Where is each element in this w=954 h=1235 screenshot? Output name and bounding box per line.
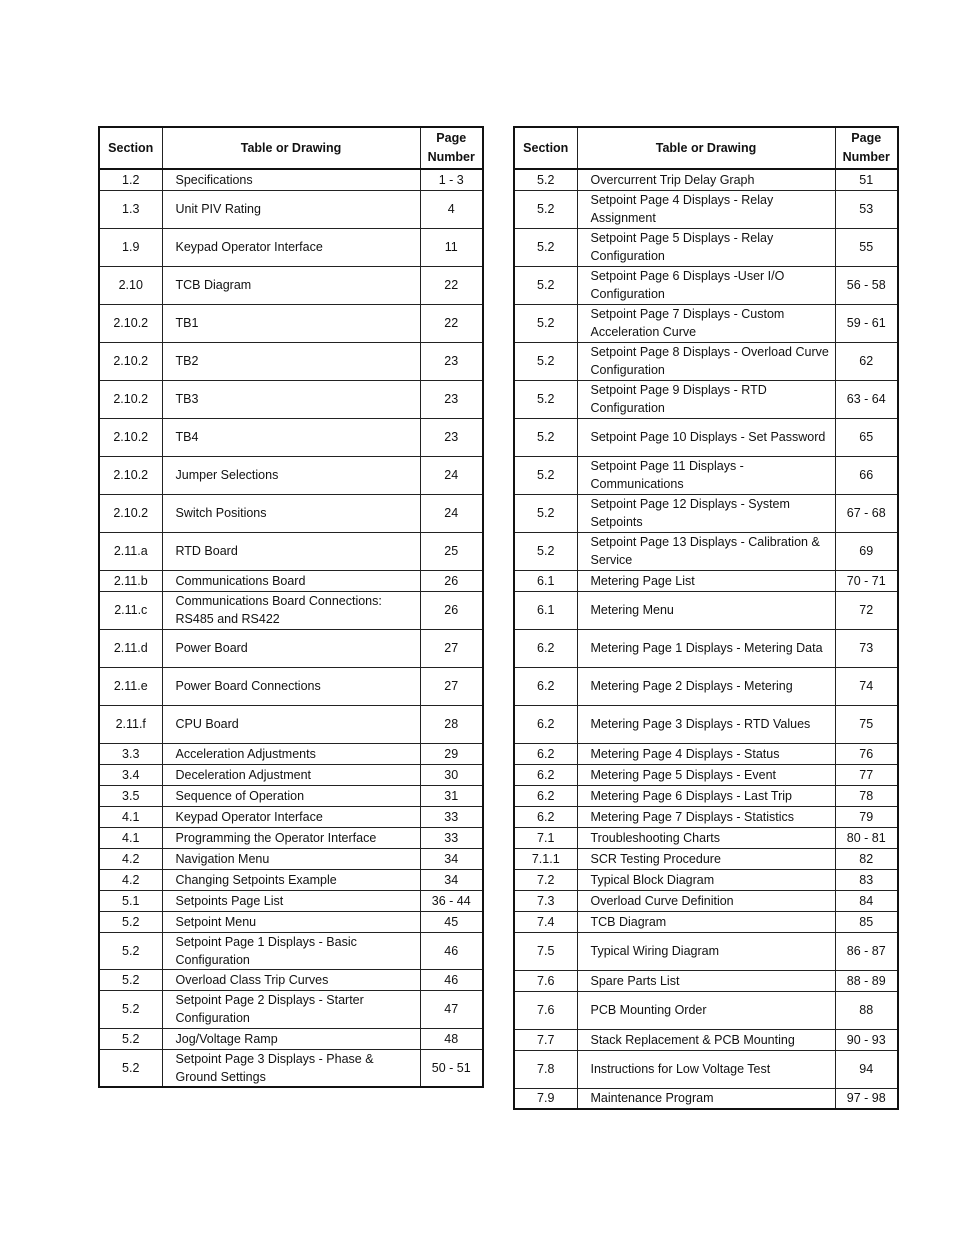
row-page-number: 51 xyxy=(835,169,898,190)
row-page-number: 46 xyxy=(420,932,483,969)
table-row xyxy=(514,532,898,570)
row-section: 7.3 xyxy=(514,890,577,911)
row-title: Keypad Operator Interface xyxy=(162,228,420,266)
row-title: RTD Board xyxy=(162,532,420,570)
table-row xyxy=(99,785,483,806)
row-page-number: 26 xyxy=(420,591,483,629)
table-row xyxy=(514,890,898,911)
row-title: Setpoint Page 1 Displays - Basic Configuration xyxy=(162,932,420,969)
row-page-number: 73 xyxy=(835,629,898,667)
row-title: TCB Diagram xyxy=(162,266,420,304)
row-title: TB2 xyxy=(162,342,420,380)
table-row xyxy=(99,911,483,932)
row-page-number: 46 xyxy=(420,969,483,990)
row-section: 2.10.2 xyxy=(99,304,162,342)
row-title: Overcurrent Trip Delay Graph xyxy=(577,169,835,190)
row-title: Metering Page 5 Displays - Event xyxy=(577,764,835,785)
row-section: 4.1 xyxy=(99,827,162,848)
row-section: 5.2 xyxy=(514,266,577,304)
row-section: 5.2 xyxy=(99,1049,162,1087)
table-row xyxy=(99,969,483,990)
row-title: Setpoint Page 11 Displays - Communications xyxy=(577,456,835,494)
row-title: Troubleshooting Charts xyxy=(577,827,835,848)
row-title: Metering Page List xyxy=(577,570,835,591)
table-row xyxy=(514,1029,898,1050)
row-page-number: 53 xyxy=(835,190,898,228)
table-row xyxy=(514,827,898,848)
table-row xyxy=(99,1028,483,1049)
row-section: 5.2 xyxy=(99,969,162,990)
right-index-table xyxy=(513,126,899,1110)
row-title: Specifications xyxy=(162,169,420,190)
table-row xyxy=(514,743,898,764)
row-section: 7.1 xyxy=(514,827,577,848)
row-title: Instructions for Low Voltage Test xyxy=(577,1050,835,1088)
row-section: 2.11.e xyxy=(99,667,162,705)
row-section: 6.2 xyxy=(514,667,577,705)
row-page-number: 11 xyxy=(420,228,483,266)
row-title: Setpoint Page 5 Displays - Relay Configuration xyxy=(577,228,835,266)
table-row xyxy=(514,869,898,890)
row-page-number: 78 xyxy=(835,785,898,806)
table-row xyxy=(514,764,898,785)
table-row xyxy=(514,785,898,806)
table-row xyxy=(99,570,483,591)
row-title: Metering Menu xyxy=(577,591,835,629)
row-section: 1.3 xyxy=(99,190,162,228)
row-page-number: 23 xyxy=(420,380,483,418)
row-section: 2.10 xyxy=(99,266,162,304)
row-page-number: 70 - 71 xyxy=(835,570,898,591)
row-section: 2.10.2 xyxy=(99,494,162,532)
table-row xyxy=(514,806,898,827)
row-page-number: 28 xyxy=(420,705,483,743)
header-page-number: Page Number xyxy=(835,127,898,169)
row-page-number: 23 xyxy=(420,418,483,456)
row-title: Setpoints Page List xyxy=(162,890,420,911)
row-page-number: 59 - 61 xyxy=(835,304,898,342)
row-page-number: 88 xyxy=(835,991,898,1029)
row-page-number: 66 xyxy=(835,456,898,494)
row-title: Navigation Menu xyxy=(162,848,420,869)
table-row xyxy=(514,667,898,705)
row-title: Communications Board Connections: RS485 and RS422 xyxy=(162,591,420,629)
row-title: Stack Replacement & PCB Mounting xyxy=(577,1029,835,1050)
table-row xyxy=(99,1049,483,1087)
row-title: Setpoint Page 12 Displays - System Setpoints xyxy=(577,494,835,532)
row-page-number: 25 xyxy=(420,532,483,570)
row-section: 6.1 xyxy=(514,591,577,629)
row-section: 7.8 xyxy=(514,1050,577,1088)
row-title: Metering Page 6 Displays - Last Trip xyxy=(577,785,835,806)
row-page-number: 34 xyxy=(420,848,483,869)
row-section: 2.10.2 xyxy=(99,418,162,456)
left-table-body xyxy=(99,169,483,1087)
row-section: 6.2 xyxy=(514,629,577,667)
row-title: Unit PIV Rating xyxy=(162,190,420,228)
row-page-number: 29 xyxy=(420,743,483,764)
header-table-or-drawing: Table or Drawing xyxy=(577,127,835,169)
table-row xyxy=(99,494,483,532)
table-row xyxy=(99,228,483,266)
row-page-number: 65 xyxy=(835,418,898,456)
row-page-number: 90 - 93 xyxy=(835,1029,898,1050)
row-page-number: 63 - 64 xyxy=(835,380,898,418)
row-section: 5.2 xyxy=(514,456,577,494)
row-page-number: 97 - 98 xyxy=(835,1088,898,1109)
row-title: Spare Parts List xyxy=(577,970,835,991)
row-title: Setpoint Page 13 Displays - Calibration & Service xyxy=(577,532,835,570)
row-section: 5.2 xyxy=(514,228,577,266)
table-row xyxy=(99,667,483,705)
row-title: Metering Page 7 Displays - Statistics xyxy=(577,806,835,827)
row-section: 7.6 xyxy=(514,970,577,991)
row-title: Acceleration Adjustments xyxy=(162,743,420,764)
row-section: 2.10.2 xyxy=(99,380,162,418)
table-row xyxy=(514,570,898,591)
row-section: 3.5 xyxy=(99,785,162,806)
row-page-number: 27 xyxy=(420,667,483,705)
row-page-number: 33 xyxy=(420,827,483,848)
row-page-number: 48 xyxy=(420,1028,483,1049)
row-page-number: 75 xyxy=(835,705,898,743)
row-title: SCR Testing Procedure xyxy=(577,848,835,869)
left-index-table xyxy=(98,126,484,1088)
row-title: Metering Page 4 Displays - Status xyxy=(577,743,835,764)
table-row xyxy=(514,591,898,629)
row-page-number: 22 xyxy=(420,304,483,342)
row-section: 6.2 xyxy=(514,785,577,806)
row-section: 4.2 xyxy=(99,848,162,869)
row-page-number: 34 xyxy=(420,869,483,890)
table-row xyxy=(514,629,898,667)
table-row xyxy=(99,380,483,418)
table-row xyxy=(99,932,483,969)
row-section: 7.9 xyxy=(514,1088,577,1109)
header-section: Section xyxy=(99,127,162,169)
row-page-number: 50 - 51 xyxy=(420,1049,483,1087)
row-page-number: 85 xyxy=(835,911,898,932)
row-page-number: 94 xyxy=(835,1050,898,1088)
row-title: Overload Class Trip Curves xyxy=(162,969,420,990)
row-page-number: 74 xyxy=(835,667,898,705)
table-row xyxy=(514,1050,898,1088)
row-section: 6.2 xyxy=(514,764,577,785)
row-section: 7.1.1 xyxy=(514,848,577,869)
row-section: 6.2 xyxy=(514,743,577,764)
row-title: Changing Setpoints Example xyxy=(162,869,420,890)
row-section: 5.2 xyxy=(514,532,577,570)
row-page-number: 1 - 3 xyxy=(420,169,483,190)
table-row xyxy=(99,764,483,785)
row-page-number: 4 xyxy=(420,190,483,228)
row-title: TB3 xyxy=(162,380,420,418)
table-row xyxy=(514,342,898,380)
header-table-or-drawing: Table or Drawing xyxy=(162,127,420,169)
row-page-number: 26 xyxy=(420,570,483,591)
row-title: Metering Page 3 Displays - RTD Values xyxy=(577,705,835,743)
row-section: 5.2 xyxy=(514,418,577,456)
row-title: Power Board Connections xyxy=(162,667,420,705)
table-row xyxy=(99,169,483,190)
row-section: 4.1 xyxy=(99,806,162,827)
row-section: 3.3 xyxy=(99,743,162,764)
row-title: PCB Mounting Order xyxy=(577,991,835,1029)
row-section: 7.5 xyxy=(514,932,577,970)
table-row xyxy=(514,970,898,991)
table-row xyxy=(99,266,483,304)
table-row xyxy=(99,190,483,228)
row-section: 1.2 xyxy=(99,169,162,190)
table-row xyxy=(99,869,483,890)
row-page-number: 47 xyxy=(420,990,483,1028)
row-page-number: 69 xyxy=(835,532,898,570)
row-section: 4.2 xyxy=(99,869,162,890)
row-section: 6.2 xyxy=(514,806,577,827)
row-title: CPU Board xyxy=(162,705,420,743)
row-section: 7.4 xyxy=(514,911,577,932)
row-section: 5.2 xyxy=(99,990,162,1028)
table-row xyxy=(514,1088,898,1109)
right-table-body xyxy=(514,169,898,1109)
row-title: Setpoint Page 4 Displays - Relay Assignment xyxy=(577,190,835,228)
row-page-number: 82 xyxy=(835,848,898,869)
row-section: 5.2 xyxy=(99,911,162,932)
table-row xyxy=(514,418,898,456)
row-page-number: 24 xyxy=(420,494,483,532)
table-row xyxy=(99,705,483,743)
row-page-number: 36 - 44 xyxy=(420,890,483,911)
row-section: 1.9 xyxy=(99,228,162,266)
row-page-number: 79 xyxy=(835,806,898,827)
row-page-number: 62 xyxy=(835,342,898,380)
row-title: Setpoint Menu xyxy=(162,911,420,932)
row-title: Setpoint Page 2 Displays - Starter Configuration xyxy=(162,990,420,1028)
row-section: 3.4 xyxy=(99,764,162,785)
header-page-number: Page Number xyxy=(420,127,483,169)
table-row xyxy=(99,629,483,667)
row-page-number: 72 xyxy=(835,591,898,629)
table-row xyxy=(514,705,898,743)
table-row xyxy=(514,228,898,266)
table-row xyxy=(99,890,483,911)
row-title: TB1 xyxy=(162,304,420,342)
row-title: Setpoint Page 3 Displays - Phase & Ground Settings xyxy=(162,1049,420,1087)
table-row xyxy=(514,991,898,1029)
header-section: Section xyxy=(514,127,577,169)
row-page-number: 30 xyxy=(420,764,483,785)
table-row xyxy=(99,806,483,827)
table-row xyxy=(99,591,483,629)
row-section: 7.6 xyxy=(514,991,577,1029)
row-section: 6.2 xyxy=(514,705,577,743)
table-row xyxy=(99,342,483,380)
table-row xyxy=(99,304,483,342)
row-title: Setpoint Page 7 Displays - Custom Acceleration Curve xyxy=(577,304,835,342)
row-page-number: 88 - 89 xyxy=(835,970,898,991)
row-title: Typical Block Diagram xyxy=(577,869,835,890)
row-page-number: 67 - 68 xyxy=(835,494,898,532)
row-section: 2.11.d xyxy=(99,629,162,667)
row-title: Jumper Selections xyxy=(162,456,420,494)
row-section: 7.2 xyxy=(514,869,577,890)
row-section: 5.2 xyxy=(99,1028,162,1049)
row-title: Setpoint Page 8 Displays - Overload Curve Configuration xyxy=(577,342,835,380)
row-title: Programming the Operator Interface xyxy=(162,827,420,848)
table-row xyxy=(99,848,483,869)
row-section: 5.2 xyxy=(514,494,577,532)
row-page-number: 56 - 58 xyxy=(835,266,898,304)
row-page-number: 86 - 87 xyxy=(835,932,898,970)
row-section: 5.1 xyxy=(99,890,162,911)
row-section: 2.11.c xyxy=(99,591,162,629)
table-row xyxy=(514,169,898,190)
row-page-number: 23 xyxy=(420,342,483,380)
row-title: Maintenance Program xyxy=(577,1088,835,1109)
row-title: Metering Page 1 Displays - Metering Data xyxy=(577,629,835,667)
row-section: 5.2 xyxy=(99,932,162,969)
row-title: Switch Positions xyxy=(162,494,420,532)
row-page-number: 33 xyxy=(420,806,483,827)
row-section: 5.2 xyxy=(514,380,577,418)
row-section: 6.1 xyxy=(514,570,577,591)
row-section: 5.2 xyxy=(514,342,577,380)
table-row xyxy=(99,456,483,494)
table-row xyxy=(514,266,898,304)
row-title: Setpoint Page 10 Displays - Set Password xyxy=(577,418,835,456)
table-row xyxy=(99,827,483,848)
table-row xyxy=(99,743,483,764)
table-row xyxy=(99,418,483,456)
row-title: TCB Diagram xyxy=(577,911,835,932)
row-page-number: 76 xyxy=(835,743,898,764)
row-title: TB4 xyxy=(162,418,420,456)
table-row xyxy=(514,190,898,228)
row-title: Setpoint Page 6 Displays -User I/O Configuration xyxy=(577,266,835,304)
row-section: 7.7 xyxy=(514,1029,577,1050)
row-page-number: 31 xyxy=(420,785,483,806)
row-title: Keypad Operator Interface xyxy=(162,806,420,827)
header-row xyxy=(99,127,483,169)
table-row xyxy=(514,494,898,532)
header-row xyxy=(514,127,898,169)
row-section: 2.10.2 xyxy=(99,342,162,380)
row-page-number: 27 xyxy=(420,629,483,667)
table-row xyxy=(514,456,898,494)
row-page-number: 55 xyxy=(835,228,898,266)
table-row xyxy=(99,532,483,570)
row-page-number: 84 xyxy=(835,890,898,911)
row-section: 5.2 xyxy=(514,190,577,228)
table-row xyxy=(514,304,898,342)
row-title: Power Board xyxy=(162,629,420,667)
row-title: Setpoint Page 9 Displays - RTD Configuration xyxy=(577,380,835,418)
table-row xyxy=(514,380,898,418)
row-page-number: 83 xyxy=(835,869,898,890)
row-page-number: 77 xyxy=(835,764,898,785)
row-section: 5.2 xyxy=(514,304,577,342)
row-page-number: 45 xyxy=(420,911,483,932)
row-section: 2.10.2 xyxy=(99,456,162,494)
table-row xyxy=(514,848,898,869)
row-title: Communications Board xyxy=(162,570,420,591)
row-page-number: 80 - 81 xyxy=(835,827,898,848)
row-page-number: 24 xyxy=(420,456,483,494)
row-title: Overload Curve Definition xyxy=(577,890,835,911)
row-title: Jog/Voltage Ramp xyxy=(162,1028,420,1049)
table-row xyxy=(514,932,898,970)
row-page-number: 22 xyxy=(420,266,483,304)
row-title: Sequence of Operation xyxy=(162,785,420,806)
row-section: 2.11.b xyxy=(99,570,162,591)
row-section: 2.11.a xyxy=(99,532,162,570)
row-section: 2.11.f xyxy=(99,705,162,743)
row-title: Deceleration Adjustment xyxy=(162,764,420,785)
table-row xyxy=(514,911,898,932)
row-section: 5.2 xyxy=(514,169,577,190)
table-row xyxy=(99,990,483,1028)
row-title: Metering Page 2 Displays - Metering xyxy=(577,667,835,705)
row-title: Typical Wiring Diagram xyxy=(577,932,835,970)
